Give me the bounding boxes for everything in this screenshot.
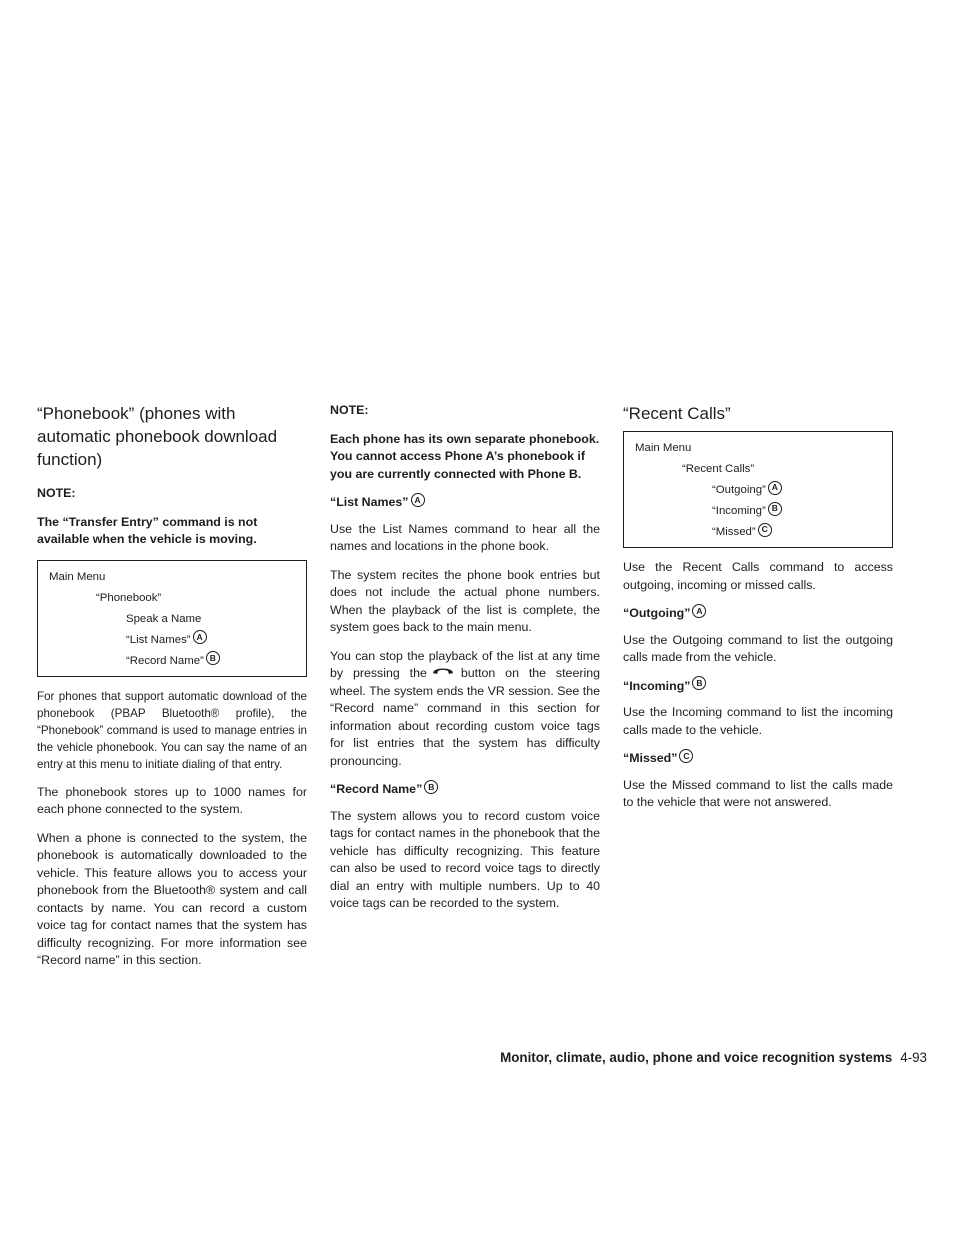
menu-line-list-names: “List Names” A xyxy=(38,630,306,651)
menu-line-main: Main Menu xyxy=(635,442,692,454)
note-text: The “Transfer Entry” command is not available when the vehicle is moving. xyxy=(37,514,258,546)
paragraph: The system allows you to record custom voice tags for contact names in the phonebook that the vehicle has difficulty recognizing. This feature can also be used to record voice tags to directly dial an entry with multiple numbers. Up to 40 voice tags can be recorded to the system. xyxy=(330,808,600,910)
heading-incoming: “Incoming” B xyxy=(623,678,893,696)
section-title-recent-calls: “Recent Calls” xyxy=(623,404,731,423)
section-title-phonebook: “Phonebook” (phones with automatic phonebook download function) xyxy=(37,404,278,469)
paragraph: For phones that support automatic download of the phonebook (PBAP Bluetooth® profile), the “Phonebook” command is used to manage entries in the vehicle phonebook. You can say the name of an entry at this menu to initiate dialing of that entry. xyxy=(37,689,307,771)
callout-c-badge: C xyxy=(758,523,772,537)
menu-line-speak-a-name: Speak a Name xyxy=(126,612,202,625)
phone-hang-up-icon xyxy=(431,664,455,676)
callout-a-badge: A xyxy=(411,493,425,507)
heading-list-names: “List Names” A xyxy=(330,494,600,512)
paragraph-with-icon: You can stop the playback of the list at any time by pressing the button on the steering wheel. The system ends the VR session. See the “Record name” command in this section for information about recording custom voice tags for list entries that the system has difficulty pronouncing. xyxy=(330,648,600,768)
heading-record-name: “Record Name” B xyxy=(330,781,600,799)
menu-line-main: Main Menu xyxy=(49,570,106,583)
heading-missed: “Missed” C xyxy=(623,750,893,768)
phonebook-menu-box xyxy=(37,560,307,677)
heading-outgoing: “Outgoing” A xyxy=(623,605,893,623)
callout-c-badge: C xyxy=(679,749,693,763)
page-number: 4-93 xyxy=(900,1050,927,1065)
callout-b-badge: B xyxy=(768,502,782,516)
callout-b-badge: B xyxy=(206,651,220,665)
column-1 xyxy=(37,402,307,981)
column-2 xyxy=(330,402,600,924)
paragraph: Use the Outgoing command to list the outgoing calls made from the vehicle. xyxy=(623,632,893,664)
callout-b-badge: B xyxy=(692,676,706,690)
paragraph: Use the Incoming command to list the incoming calls made to the vehicle. xyxy=(623,705,893,737)
note-label: NOTE: xyxy=(37,486,76,500)
paragraph: Use the Missed command to list the calls made to the vehicle that were not answered. xyxy=(623,777,893,809)
page-footer xyxy=(427,1050,927,1065)
callout-a-badge: A xyxy=(692,604,706,618)
paragraph: The system recites the phone book entries but does not include the actual phone numbers. When the playback of the list is complete, the system goes back to the main menu. xyxy=(330,567,600,634)
callout-b-badge: B xyxy=(424,780,438,794)
callout-a-badge: A xyxy=(193,630,207,644)
menu-line-missed: “Missed” C xyxy=(624,522,892,543)
paragraph: Use the List Names command to hear all the names and locations in the phone book. xyxy=(330,521,600,553)
note-text: Each phone has its own separate phonebook. You cannot access Phone A’s phonebook if you are currently connected with Phone B. xyxy=(330,431,600,481)
paragraph: When a phone is connected to the system, the phonebook is automatically downloaded to the vehicle. This feature allows you to access your phonebook from the Bluetooth® system and call contacts by name. You can record a custom voice tag for contact names that the system has difficulty recognizing. For more information see “Record name” in this section. xyxy=(37,830,307,967)
column-3 xyxy=(623,402,893,823)
footer-section-title: Monitor, climate, audio, phone and voice recognition systems xyxy=(500,1050,893,1065)
recent-calls-menu-box xyxy=(623,431,893,548)
menu-line-incoming: “Incoming” B xyxy=(624,501,892,522)
paragraph: Use the Recent Calls command to access outgoing, incoming or missed calls. xyxy=(623,560,893,592)
paragraph: The phonebook stores up to 1000 names for each phone connected to the system. xyxy=(37,784,307,816)
note-label: NOTE: xyxy=(330,403,369,417)
menu-line-recent-calls: “Recent Calls” xyxy=(682,463,755,475)
menu-line-record-name: “Record Name” B xyxy=(38,651,306,672)
menu-line-outgoing: “Outgoing” A xyxy=(624,480,892,501)
menu-line-phonebook: “Phonebook” xyxy=(96,591,162,604)
callout-a-badge: A xyxy=(768,481,782,495)
